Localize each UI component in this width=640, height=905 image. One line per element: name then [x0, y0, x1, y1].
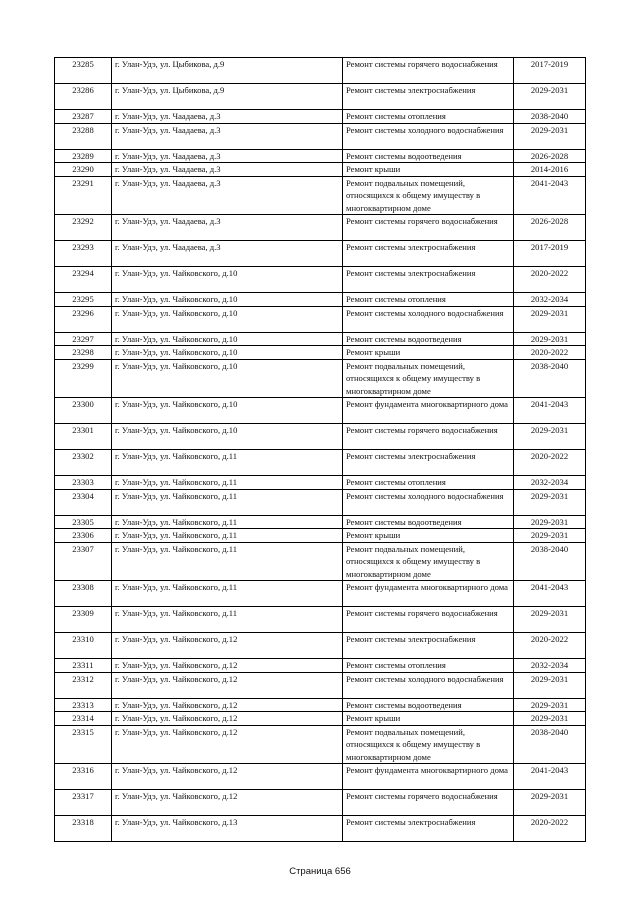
row-address: г. Улан-Удэ, ул. Чайковского, д.10 — [112, 293, 343, 307]
row-period: 2017-2019 — [514, 241, 586, 267]
row-work-type: Ремонт крыши — [343, 163, 514, 177]
row-work-type: Ремонт крыши — [343, 712, 514, 726]
table-row — [55, 176, 586, 215]
row-work-type: Ремонт системы горячего водоснабжения — [343, 790, 514, 816]
row-number: 23299 — [55, 359, 112, 398]
row-number: 23295 — [55, 293, 112, 307]
row-period: 2029-2031 — [514, 306, 586, 332]
row-address: г. Улан-Удэ, ул. Чайковского, д.11 — [112, 515, 343, 529]
row-period: 2029-2031 — [514, 607, 586, 633]
repair-schedule-table — [54, 57, 586, 842]
row-work-type: Ремонт крыши — [343, 346, 514, 360]
table-row — [55, 659, 586, 673]
row-work-type: Ремонт фундамента многоквартирного дома — [343, 398, 514, 424]
row-period: 2029-2031 — [514, 84, 586, 110]
row-address: г. Улан-Удэ, ул. Чайковского, д.12 — [112, 764, 343, 790]
row-work-type: Ремонт системы холодного водоснабжения — [343, 672, 514, 698]
row-work-type: Ремонт системы водоотведения — [343, 515, 514, 529]
row-address: г. Улан-Удэ, ул. Чайковского, д.12 — [112, 698, 343, 712]
row-number: 23311 — [55, 659, 112, 673]
row-address: г. Улан-Удэ, ул. Чайковского, д.10 — [112, 398, 343, 424]
table-row — [55, 293, 586, 307]
row-number: 23288 — [55, 123, 112, 149]
row-address: г. Улан-Удэ, ул. Чайковского, д.11 — [112, 529, 343, 543]
row-number: 23318 — [55, 816, 112, 842]
page-number: Страница 656 — [289, 866, 351, 877]
table-row — [55, 163, 586, 177]
row-period: 2029-2031 — [514, 515, 586, 529]
row-period: 2020-2022 — [514, 346, 586, 360]
row-address: г. Улан-Удэ, ул. Чайковского, д.11 — [112, 542, 343, 581]
row-address: г. Улан-Удэ, ул. Чаадаева, д.3 — [112, 215, 343, 241]
row-address: г. Улан-Удэ, ул. Чайковского, д.10 — [112, 306, 343, 332]
row-number: 23286 — [55, 84, 112, 110]
row-address: г. Улан-Удэ, ул. Чайковского, д.11 — [112, 581, 343, 607]
row-number: 23292 — [55, 215, 112, 241]
row-period: 2026-2028 — [514, 215, 586, 241]
table-row — [55, 790, 586, 816]
table-row — [55, 215, 586, 241]
row-period: 2032-2034 — [514, 659, 586, 673]
row-period: 2041-2043 — [514, 176, 586, 215]
row-number: 23307 — [55, 542, 112, 581]
row-period: 2020-2022 — [514, 816, 586, 842]
row-number: 23294 — [55, 267, 112, 293]
table-row — [55, 529, 586, 543]
row-address: г. Улан-Удэ, ул. Чайковского, д.11 — [112, 489, 343, 515]
table-row — [55, 346, 586, 360]
table-row — [55, 725, 586, 764]
row-work-type: Ремонт системы горячего водоснабжения — [343, 58, 514, 84]
row-address: г. Улан-Удэ, ул. Чайковского, д.11 — [112, 607, 343, 633]
row-period: 2020-2022 — [514, 267, 586, 293]
row-number: 23308 — [55, 581, 112, 607]
row-address: г. Улан-Удэ, ул. Чайковского, д.12 — [112, 659, 343, 673]
row-period: 2020-2022 — [514, 450, 586, 476]
row-period: 2014-2016 — [514, 163, 586, 177]
row-number: 23302 — [55, 450, 112, 476]
row-work-type: Ремонт подвальных помещений, относящихся к общему имуществу в многоквартирном доме — [343, 176, 514, 215]
row-number: 23317 — [55, 790, 112, 816]
row-work-type: Ремонт системы электроснабжения — [343, 450, 514, 476]
table-row — [55, 712, 586, 726]
row-period: 2038-2040 — [514, 725, 586, 764]
row-address: г. Улан-Удэ, ул. Чаадаева, д.3 — [112, 123, 343, 149]
row-number: 23312 — [55, 672, 112, 698]
row-number: 23313 — [55, 698, 112, 712]
table-row — [55, 698, 586, 712]
table-row — [55, 764, 586, 790]
row-work-type: Ремонт системы отопления — [343, 110, 514, 124]
row-address: г. Улан-Удэ, ул. Чаадаева, д.3 — [112, 176, 343, 215]
row-period: 2029-2031 — [514, 790, 586, 816]
table-row — [55, 450, 586, 476]
row-work-type: Ремонт системы горячего водоснабжения — [343, 215, 514, 241]
table-row — [55, 306, 586, 332]
row-work-type: Ремонт системы горячего водоснабжения — [343, 424, 514, 450]
row-work-type: Ремонт системы холодного водоснабжения — [343, 306, 514, 332]
row-address: г. Улан-Удэ, ул. Чайковского, д.13 — [112, 816, 343, 842]
row-period: 2029-2031 — [514, 332, 586, 346]
row-period: 2020-2022 — [514, 633, 586, 659]
row-number: 23285 — [55, 58, 112, 84]
row-number: 23310 — [55, 633, 112, 659]
row-period: 2017-2019 — [514, 58, 586, 84]
row-work-type: Ремонт фундамента многоквартирного дома — [343, 764, 514, 790]
table-row — [55, 489, 586, 515]
row-number: 23301 — [55, 424, 112, 450]
row-work-type: Ремонт системы отопления — [343, 659, 514, 673]
row-period: 2038-2040 — [514, 542, 586, 581]
row-period: 2029-2031 — [514, 529, 586, 543]
table-row — [55, 581, 586, 607]
row-work-type: Ремонт системы отопления — [343, 476, 514, 490]
row-address: г. Улан-Удэ, ул. Цыбикова, д.9 — [112, 58, 343, 84]
row-number: 23298 — [55, 346, 112, 360]
row-period: 2029-2031 — [514, 123, 586, 149]
row-period: 2029-2031 — [514, 672, 586, 698]
row-address: г. Улан-Удэ, ул. Цыбикова, д.9 — [112, 84, 343, 110]
table-row — [55, 123, 586, 149]
row-period: 2029-2031 — [514, 424, 586, 450]
row-address: г. Улан-Удэ, ул. Чайковского, д.12 — [112, 633, 343, 659]
row-period: 2038-2040 — [514, 110, 586, 124]
row-number: 23289 — [55, 149, 112, 163]
row-work-type: Ремонт системы холодного водоснабжения — [343, 123, 514, 149]
row-work-type: Ремонт фундамента многоквартирного дома — [343, 581, 514, 607]
row-address: г. Улан-Удэ, ул. Чайковского, д.12 — [112, 790, 343, 816]
row-work-type: Ремонт подвальных помещений, относящихся к общему имуществу в многоквартирном доме — [343, 725, 514, 764]
row-address: г. Улан-Удэ, ул. Чайковского, д.11 — [112, 476, 343, 490]
table-row — [55, 110, 586, 124]
table-row — [55, 398, 586, 424]
row-work-type: Ремонт системы электроснабжения — [343, 241, 514, 267]
row-address: г. Улан-Удэ, ул. Чайковского, д.10 — [112, 332, 343, 346]
row-number: 23316 — [55, 764, 112, 790]
row-number: 23287 — [55, 110, 112, 124]
row-period: 2032-2034 — [514, 476, 586, 490]
table-row — [55, 149, 586, 163]
row-period: 2029-2031 — [514, 489, 586, 515]
table-row — [55, 816, 586, 842]
row-address: г. Улан-Удэ, ул. Чайковского, д.12 — [112, 712, 343, 726]
table-row — [55, 633, 586, 659]
row-address: г. Улан-Удэ, ул. Чаадаева, д.3 — [112, 149, 343, 163]
row-work-type: Ремонт крыши — [343, 529, 514, 543]
table-body — [55, 58, 586, 842]
row-work-type: Ремонт системы электроснабжения — [343, 633, 514, 659]
row-period: 2041-2043 — [514, 398, 586, 424]
row-work-type: Ремонт подвальных помещений, относящихся к общему имуществу в многоквартирном доме — [343, 359, 514, 398]
row-address: г. Улан-Удэ, ул. Чайковского, д.11 — [112, 450, 343, 476]
row-address: г. Улан-Удэ, ул. Чаадаева, д.3 — [112, 241, 343, 267]
row-address: г. Улан-Удэ, ул. Чаадаева, д.3 — [112, 110, 343, 124]
row-address: г. Улан-Удэ, ул. Чайковского, д.10 — [112, 359, 343, 398]
row-work-type: Ремонт системы водоотведения — [343, 149, 514, 163]
table-row — [55, 332, 586, 346]
row-work-type: Ремонт системы горячего водоснабжения — [343, 607, 514, 633]
row-number: 23291 — [55, 176, 112, 215]
row-number: 23305 — [55, 515, 112, 529]
table-row — [55, 607, 586, 633]
table-row — [55, 84, 586, 110]
row-period: 2038-2040 — [514, 359, 586, 398]
row-period: 2029-2031 — [514, 698, 586, 712]
table-row — [55, 241, 586, 267]
row-address: г. Улан-Удэ, ул. Чайковского, д.12 — [112, 725, 343, 764]
row-address: г. Улан-Удэ, ул. Чайковского, д.12 — [112, 672, 343, 698]
row-number: 23297 — [55, 332, 112, 346]
table-row — [55, 672, 586, 698]
row-number: 23290 — [55, 163, 112, 177]
table-row — [55, 58, 586, 84]
row-number: 23300 — [55, 398, 112, 424]
row-work-type: Ремонт системы электроснабжения — [343, 816, 514, 842]
table-row — [55, 267, 586, 293]
row-address: г. Улан-Удэ, ул. Чаадаева, д.3 — [112, 163, 343, 177]
row-number: 23304 — [55, 489, 112, 515]
table-row — [55, 515, 586, 529]
row-number: 23303 — [55, 476, 112, 490]
table-row — [55, 542, 586, 581]
row-period: 2026-2028 — [514, 149, 586, 163]
row-work-type: Ремонт системы холодного водоснабжения — [343, 489, 514, 515]
row-period: 2029-2031 — [514, 712, 586, 726]
row-period: 2032-2034 — [514, 293, 586, 307]
row-work-type: Ремонт системы отопления — [343, 293, 514, 307]
row-work-type: Ремонт системы электроснабжения — [343, 267, 514, 293]
row-work-type: Ремонт подвальных помещений, относящихся к общему имуществу в многоквартирном доме — [343, 542, 514, 581]
table-row — [55, 424, 586, 450]
row-work-type: Ремонт системы электроснабжения — [343, 84, 514, 110]
row-number: 23293 — [55, 241, 112, 267]
row-number: 23314 — [55, 712, 112, 726]
row-address: г. Улан-Удэ, ул. Чайковского, д.10 — [112, 267, 343, 293]
row-number: 23309 — [55, 607, 112, 633]
row-period: 2041-2043 — [514, 764, 586, 790]
row-period: 2041-2043 — [514, 581, 586, 607]
row-work-type: Ремонт системы водоотведения — [343, 332, 514, 346]
row-address: г. Улан-Удэ, ул. Чайковского, д.10 — [112, 424, 343, 450]
row-number: 23315 — [55, 725, 112, 764]
table-row — [55, 476, 586, 490]
row-number: 23306 — [55, 529, 112, 543]
table-row — [55, 359, 586, 398]
row-address: г. Улан-Удэ, ул. Чайковского, д.10 — [112, 346, 343, 360]
row-number: 23296 — [55, 306, 112, 332]
row-work-type: Ремонт системы водоотведения — [343, 698, 514, 712]
